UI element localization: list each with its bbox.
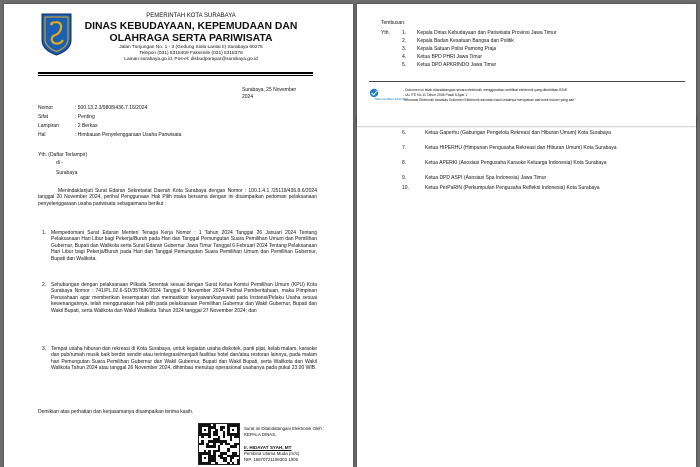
qr-module xyxy=(201,436,204,439)
signatory-name: Ir. HIDAYAT SYAH, MT xyxy=(244,445,292,450)
signature-note: Surat ini Ditandatangani Elektronik Oleh : xyxy=(244,426,325,431)
point-number: 1. xyxy=(42,230,47,236)
qr-module xyxy=(234,445,237,448)
bsre-logo-text: Balai Sertifikasi Elektronik xyxy=(375,97,408,101)
footer-rule xyxy=(369,81,685,82)
recipient-city: Surabaya xyxy=(56,170,78,176)
qr-module xyxy=(237,436,240,439)
qr-module xyxy=(237,443,240,446)
qr-module xyxy=(230,438,233,441)
list-number: 9. xyxy=(402,175,407,181)
meta-label: Sifat xyxy=(38,114,49,120)
letter-page-2 xyxy=(357,4,696,126)
list-number: 4. xyxy=(402,54,407,60)
qr-module xyxy=(220,443,223,446)
list-item: Kepala Badan Kesatuan Bangsa dan Politik xyxy=(417,38,514,44)
meta-value: : Penting xyxy=(75,114,95,120)
list-number: 3. xyxy=(402,46,407,52)
letter-page-3 xyxy=(357,116,696,467)
qr-module xyxy=(232,429,235,432)
qr-module xyxy=(204,457,207,460)
list-item: Ketua BPD PHRI Jawa Timur xyxy=(417,54,483,60)
address-line3: Laman surabaya.go.id, Pos-el: disbudporapar@surabaya.go.id xyxy=(124,57,258,62)
qr-module xyxy=(227,450,230,453)
meta-value: : Himbauan Penyelenggaraan Usaha Pariwisata xyxy=(75,132,182,138)
recipient-line: Yth. (Daftar Terlampir) xyxy=(38,152,88,158)
list-number: 2. xyxy=(402,38,407,44)
agency-name-line1: DINAS KEBUDAYAAN, KEPEMUDAAN DAN xyxy=(84,21,298,32)
list-number: 6. xyxy=(402,130,407,136)
address-line2: Telepon (031) 5318409 Faksimile (031) 5318376 xyxy=(139,51,243,56)
list-number: 7. xyxy=(402,145,407,151)
list-item: Ketua DPD APKRINDO Jawa Timur xyxy=(417,62,497,68)
qr-module xyxy=(227,462,230,465)
list-item: Kepala Satuan Polisi Pamong Praja xyxy=(417,46,497,52)
meta-label: Nomor xyxy=(38,105,54,111)
qr-module xyxy=(237,455,240,458)
footer-line: - UU ITE No 11 Tahun 2008 Pasal 5 Ayat 1 xyxy=(403,93,468,97)
point-text: Mempedomani Surat Edaran Menteri Tenaga Kerja Nomor : 1 Tahun 2024 Tanggal 26 Januari 2024 Tentang Pelaksanaan Hari Libur bagi Pekerja/Buruh pada Hari dan Tanggal Pemungutan Suara Pemilihan Umum dan Pemilihan Gubernur, Bupati dan Walikota serta Surat Edaran Gubernur Jawa Timur Tanggal 6 Februari 2024 Tentang Pelaksanaan Hari Libur bagi Pekerja/Buruh pada Hari dan Tanggal Pemungutan Suara Pemilihan Umum dan Pemilihan Gubernur, Bupati dan Walikota. xyxy=(51,230,317,262)
point-number: 3. xyxy=(42,346,47,352)
qr-module xyxy=(213,445,216,448)
qr-module xyxy=(223,436,226,439)
list-number: 10. xyxy=(402,185,409,191)
signatory-nip: NIP. 19670721199303 1006 xyxy=(244,457,299,462)
list-number: 8. xyxy=(402,160,407,166)
signatory-rank: Pembina Utama Muda (IV/c) xyxy=(244,451,300,456)
signature-qr-code xyxy=(199,424,239,464)
surabaya-crest-icon xyxy=(40,12,73,56)
meta-label: Lampiran xyxy=(38,123,59,129)
list-item: Ketua DPD ASPI (Asosiasi Spa Indonesia) Jawa Timur xyxy=(425,175,547,181)
qr-module xyxy=(208,436,211,439)
list-item: Ketua PerPaRIN (Perkumpulan Pengusaha Refleksi Indonesia) Kota Surabaya xyxy=(425,185,600,191)
point-text: Sehubungan dengan pelaksanaan Pilkada Serentak sesuai dengan Surat Ketua Komisi Pemilihan Umum (KPU) Kota Surabaya Nomor : 741/PL.02.6-SD/3578/K/2024 Tanggal 9 November 2024 Perihal Pemberitahuan, maka Pimpinan Perusahaan agar memberikan kesempatan dan memastikan karyawan/karyawati pada Instansi/Pelaku Usaha sesuai kewenangannya, telah menggunakan hak pilih pada pelaksanaan Pemilihan Gubernur dan Wakil Gubernur, Bupati dan Wakil Bupati, serta Walikota dan Wakil Walikota Tahun 2024 tanggal 27 November 2024; dan xyxy=(51,282,317,314)
header-rule-thin xyxy=(38,75,313,76)
agency-name-line2: OLAHRAGA SERTA PARIWISATA xyxy=(109,33,273,44)
list-item: Kepala Dinas Kebudayaan dan Pariwisata Provinsi Jawa Timur xyxy=(417,30,557,36)
qr-module xyxy=(208,462,211,465)
qr-module xyxy=(232,457,235,460)
list-number: 1. xyxy=(402,30,407,36)
intro-paragraph: Menindaklanjuti Surat Edaran Sekretariat Daerah Kota Surabaya dengan Nomor : 100.1.4.1 /25119/436.8.6/2024 tanggal 20 November 2024, perihal Penggunaan Hak Pilih maka bersama dengan ini disampaikan pedoman pelaksanaan penyelenggaraan usaha pariwisata sebagaimana berikut : xyxy=(38,188,317,207)
list-item: Ketua APERKI (Asosiasi Pengusaha Karaoke Keluarga Indonesia) Kota Surabaya xyxy=(425,160,607,166)
footer-line: "Informasi Elektronik dan/atau Dokumen Elektronik dan/atau hasil cetaknya merupakan alat bukti hukum yang sah" xyxy=(403,98,576,102)
meta-label: Hal xyxy=(38,132,46,138)
government-name: PEMERINTAH KOTA SURABAYA xyxy=(146,13,236,19)
qr-module xyxy=(232,462,235,465)
closing-sentence: Demikian atas perhatian dan kerjasamanya disampaikan terima kasih. xyxy=(38,409,194,415)
meta-value: : 2 Berkas xyxy=(75,123,98,129)
signature-position: KEPALA DINAS, xyxy=(244,432,277,437)
letter-date: Surabaya, 25 November 2024 xyxy=(242,87,297,100)
qr-module xyxy=(204,429,207,432)
list-item: Ketua HIPERHU (Himpunan Pengusaha Rekreasi dan Hiburan Umum) Kota Surabaya xyxy=(425,145,617,151)
qr-module xyxy=(237,462,240,465)
address-line1: Jalan Tunjungan No. 1 - 3 (Gedung Siola Lantai II) Surabaya 60275 xyxy=(119,45,263,50)
header-rule xyxy=(38,72,313,74)
meta-value: : 500.13.2.3/9808/436.7.16/2024 xyxy=(75,105,148,111)
point-number: 2. xyxy=(42,282,47,288)
qr-module xyxy=(201,443,204,446)
point-text: Tempat usaha hiburan dan rekreasi di Kota Surabaya, untuk kegiatan usaha diskotek, panti pijat, kelab malam, karaoke dan pub/rumah musik baik berdiri sendiri atau terintegrasi/menjadi fasilitas hotel dan/atau restoran lainnya, pada malam hari Pemungutan Suara Pemilihan Gubernur dan Wakil Gubernur, Bupati dan Wakil Bupati, serta Walikota dan Wakil Walikota Tahun 2024 atau tanggal 26 November 2024, dihimbau menutup operasional usahanya pada pukul 23.00 WIB. xyxy=(51,346,317,372)
qr-module xyxy=(223,426,226,429)
recipient-location-prefix: di - xyxy=(56,160,63,166)
list-number: 5. xyxy=(402,62,407,68)
footer-line: - Dokumen ini telah ditandatangani secara elektronik menggunakan sertifikat elektronik yang diterbitkan BSrE xyxy=(403,88,568,92)
list-item: Ketua Gaperhu (Gabungan Pengelola Rekreasi dan Hiburan Umum) Kota Surabaya xyxy=(425,130,611,136)
tembusan-heading: Tembusan: xyxy=(381,20,406,26)
letter-page-1 xyxy=(4,4,353,467)
tembusan-yth: Yth. xyxy=(381,30,390,36)
qr-module xyxy=(215,462,218,465)
